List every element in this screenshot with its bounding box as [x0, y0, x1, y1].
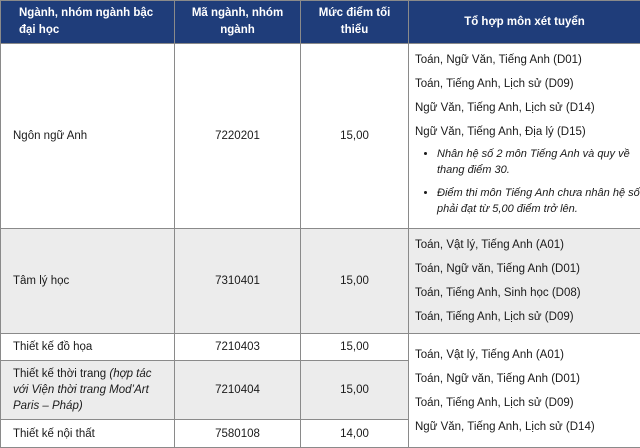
table-row [1, 334, 640, 361]
notes-list [415, 146, 640, 217]
major-code: 7580108 [175, 420, 301, 448]
note-item: • Nhân hệ số 2 môn Tiếng Anh và quy về thang điểm 30. [437, 146, 640, 178]
major-code: 7310401 [175, 229, 301, 334]
header-major: Ngành, nhóm ngành bậc đại học [1, 1, 175, 44]
major-name: Thiết kế đồ họa [1, 334, 175, 361]
combo-item: Ngữ Văn, Tiếng Anh, Địa lý (D15) [415, 120, 640, 144]
major-name-note: (hợp tác với Viện thời trang Mod’Art Paris – Pháp) [13, 368, 152, 412]
major-name: Thiết kế nội thất [1, 420, 175, 448]
min-score: 15,00 [301, 44, 409, 229]
combo-item: Toán, Ngữ văn, Tiếng Anh (D01) [415, 257, 640, 281]
header-min-score: Mức điểm tối thiểu [301, 1, 409, 44]
subject-combos [409, 229, 640, 334]
min-score: 14,00 [301, 420, 409, 448]
combo-item: Toán, Tiếng Anh, Lịch sử (D09) [415, 305, 640, 329]
combo-item: Toán, Ngữ văn, Tiếng Anh (D01) [415, 367, 640, 391]
major-name-text: Thiết kế thời trang [13, 368, 106, 380]
min-score: 15,00 [301, 361, 409, 420]
combo-item: Toán, Tiếng Anh, Sinh học (D08) [415, 281, 640, 305]
combo-item: Toán, Tiếng Anh, Lịch sử (D09) [415, 72, 640, 96]
major-code: 7220201 [175, 44, 301, 229]
combo-item: Toán, Vật lý, Tiếng Anh (A01) [415, 233, 640, 257]
combo-item: Ngữ Văn, Tiếng Anh, Lịch sử (D14) [415, 96, 640, 120]
note-item: • Điểm thi môn Tiếng Anh chưa nhân hệ số phải đạt từ 5,00 điểm trở lên. [437, 185, 640, 217]
header-subject-combos: Tổ hợp môn xét tuyển [409, 1, 640, 44]
min-score: 15,00 [301, 334, 409, 361]
subject-combos [409, 334, 640, 448]
combo-item: Toán, Vật lý, Tiếng Anh (A01) [415, 343, 640, 367]
major-name [1, 361, 175, 420]
header-code: Mã ngành, nhóm ngành [175, 1, 301, 44]
table-row [1, 229, 640, 334]
major-name: Ngôn ngữ Anh [1, 44, 175, 229]
combo-item: Toán, Tiếng Anh, Lịch sử (D09) [415, 391, 640, 415]
major-code: 7210403 [175, 334, 301, 361]
subject-combos [409, 44, 640, 229]
combo-item: Toán, Ngữ Văn, Tiếng Anh (D01) [415, 48, 640, 72]
combo-item: Ngữ Văn, Tiếng Anh, Lịch sử (D14) [415, 415, 640, 439]
major-name: Tâm lý học [1, 229, 175, 334]
table-row [1, 44, 640, 229]
min-score: 15,00 [301, 229, 409, 334]
header-row [1, 1, 640, 44]
major-code: 7210404 [175, 361, 301, 420]
